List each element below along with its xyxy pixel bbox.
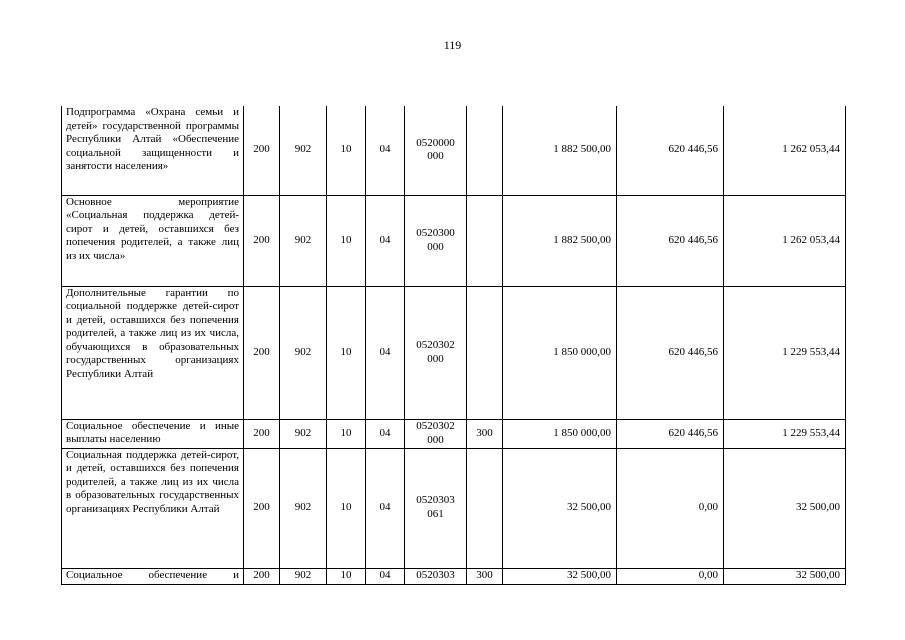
pr-cell: 04: [366, 568, 405, 584]
budget-table: [61, 106, 846, 585]
row-description: Подпрограмма «Охрана семьи и детей» государственной программы Республики Алтай «Обеспечение социальной защищенности и занятости населения»: [62, 106, 244, 195]
table-row: [62, 419, 846, 448]
vr-cell: [467, 286, 503, 419]
plan-amount: 1 850 000,00: [503, 419, 617, 448]
csr-cell: [405, 106, 467, 195]
table-row: [62, 106, 846, 195]
row-description: Основное мероприятие «Социальная поддержка детей-сирот и детей, оставшихся без попечения родителей, а также лиц из их числа»: [62, 195, 244, 286]
remain-amount: 32 500,00: [724, 568, 846, 584]
plan-amount: 1 850 000,00: [503, 286, 617, 419]
plan-amount: 1 882 500,00: [503, 106, 617, 195]
rz-cell: 10: [327, 195, 366, 286]
pr-cell: 04: [366, 448, 405, 568]
fact-amount: 620 446,56: [617, 419, 724, 448]
csr-cell: [405, 419, 467, 448]
plan-amount: 32 500,00: [503, 568, 617, 584]
rz-cell: 10: [327, 419, 366, 448]
ved-cell: 902: [280, 106, 327, 195]
ved-cell: 902: [280, 448, 327, 568]
fact-amount: 620 446,56: [617, 106, 724, 195]
grbs-cell: 200: [244, 195, 280, 286]
csr-code-line1: 0520302: [416, 419, 455, 432]
grbs-cell: 200: [244, 568, 280, 584]
pr-cell: 04: [366, 106, 405, 195]
csr-code-line1: 0520300: [416, 226, 455, 239]
pr-cell: 04: [366, 286, 405, 419]
remain-amount: 1 229 553,44: [724, 286, 846, 419]
rz-cell: 10: [327, 568, 366, 584]
ved-cell: 902: [280, 568, 327, 584]
table-row: [62, 448, 846, 568]
ved-cell: 902: [280, 195, 327, 286]
row-description: Социальное обеспечение и: [62, 568, 244, 584]
rz-cell: 10: [327, 286, 366, 419]
ved-cell: 902: [280, 419, 327, 448]
csr-code-line1: 0520303: [416, 568, 455, 581]
grbs-cell: 200: [244, 419, 280, 448]
csr-cell: [405, 195, 467, 286]
vr-cell: 300: [467, 419, 503, 448]
ved-cell: 902: [280, 286, 327, 419]
page-number: 119: [443, 38, 462, 52]
fact-amount: 620 446,56: [617, 195, 724, 286]
plan-amount: 32 500,00: [503, 448, 617, 568]
csr-cell: [405, 286, 467, 419]
csr-code-line2: 061: [427, 508, 444, 520]
vr-cell: [467, 106, 503, 195]
vr-cell: 300: [467, 568, 503, 584]
csr-cell: [405, 568, 467, 584]
rz-cell: 10: [327, 106, 366, 195]
remain-amount: 1 229 553,44: [724, 419, 846, 448]
row-description: Дополнительные гарантии по социальной поддержке детей-сирот и детей, оставшихся без попечения родителей, а также лиц из их числа, обучающихся в образовательных государственных организациях Республики Алтай: [62, 286, 244, 419]
fact-amount: 620 446,56: [617, 286, 724, 419]
pr-cell: 04: [366, 419, 405, 448]
row-description: Социальное обеспечение и иные выплаты населению: [62, 419, 244, 448]
grbs-cell: 200: [244, 448, 280, 568]
remain-amount: 1 262 053,44: [724, 106, 846, 195]
table-row: [62, 286, 846, 419]
csr-code-line1: 0520000: [416, 136, 455, 149]
csr-code-line2: 000: [427, 150, 444, 163]
remain-amount: 1 262 053,44: [724, 195, 846, 286]
vr-cell: [467, 195, 503, 286]
pr-cell: 04: [366, 195, 405, 286]
row-description: Социальная поддержка детей-сирот, и детей, оставшихся без попечения родителей, а также лиц из их числа в образовательных государственных организациях Республики Алтай: [62, 448, 244, 568]
csr-code-line1: 0520303: [416, 494, 455, 507]
csr-code-line2: 000: [427, 240, 444, 253]
remain-amount: 32 500,00: [724, 448, 846, 568]
vr-cell: [467, 448, 503, 568]
csr-cell: [405, 448, 467, 568]
grbs-cell: 200: [244, 106, 280, 195]
plan-amount: 1 882 500,00: [503, 195, 617, 286]
rz-cell: 10: [327, 448, 366, 568]
table-row: [62, 195, 846, 286]
table-row: [62, 568, 846, 584]
csr-code-line2: 000: [427, 352, 444, 365]
fact-amount: 0,00: [617, 448, 724, 568]
grbs-cell: 200: [244, 286, 280, 419]
csr-code-line2: 000: [427, 433, 444, 446]
csr-code-line1: 0520302: [416, 338, 455, 351]
fact-amount: 0,00: [617, 568, 724, 584]
